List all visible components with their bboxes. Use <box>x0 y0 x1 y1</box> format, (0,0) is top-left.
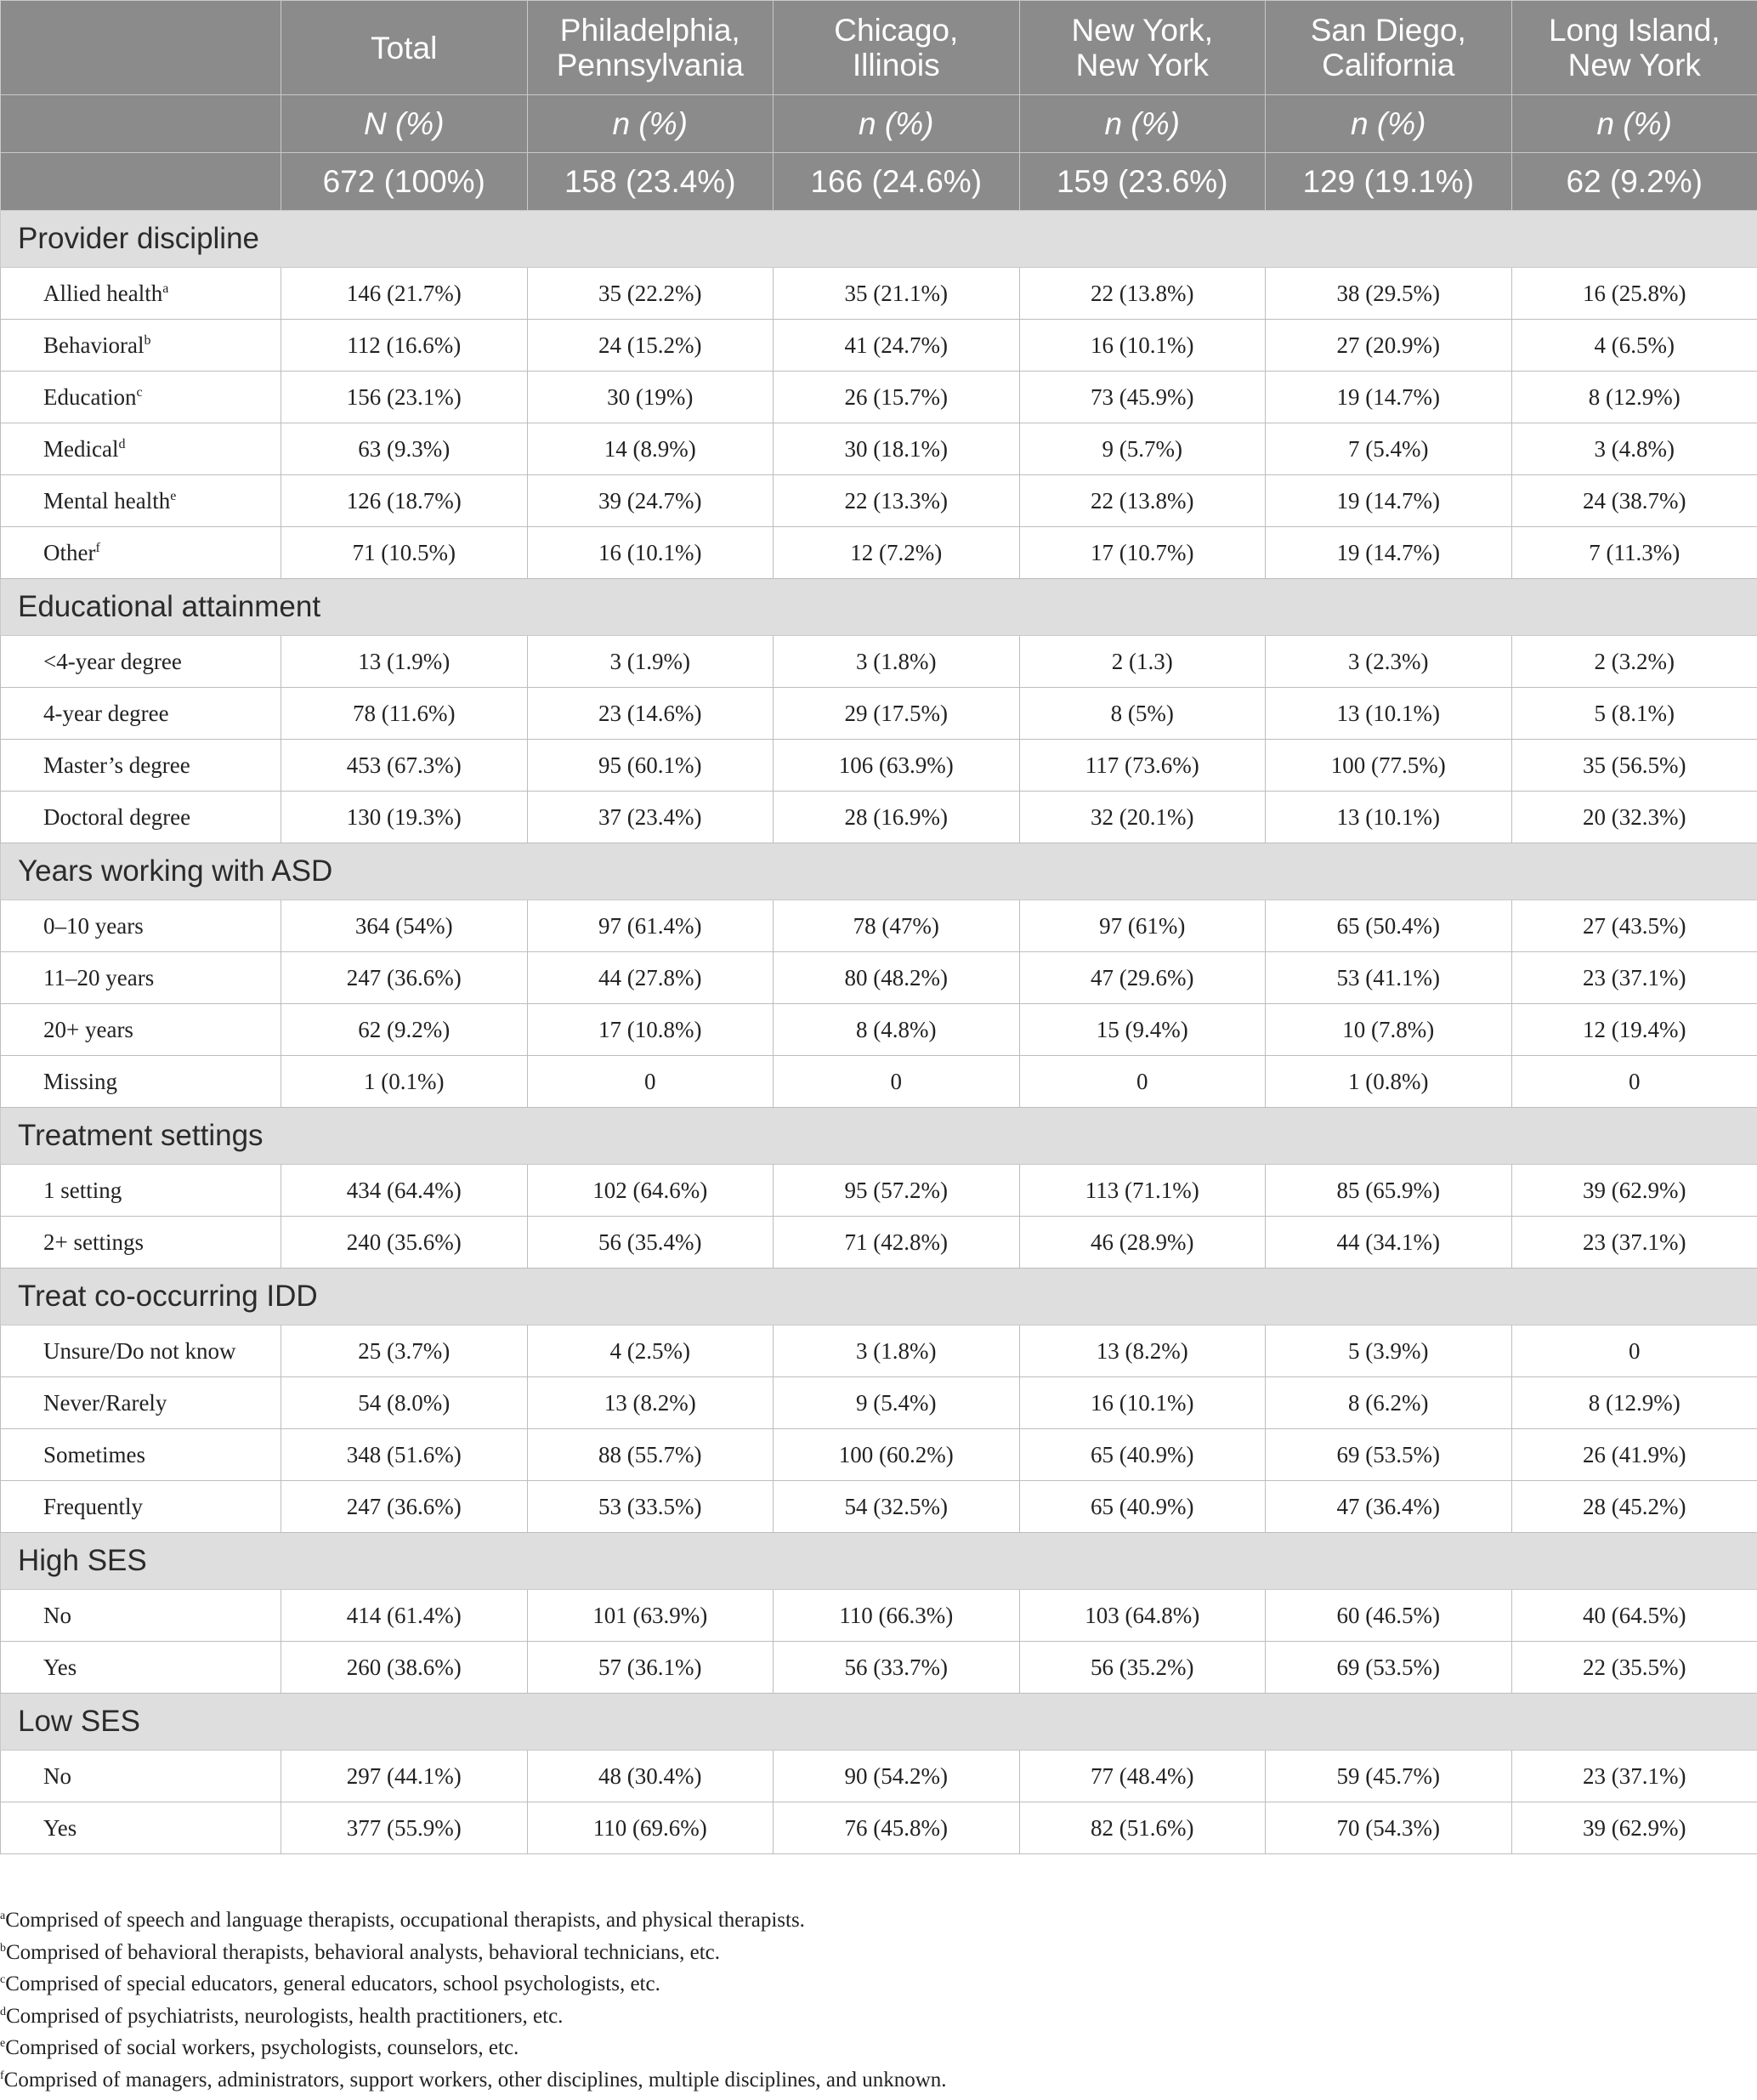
value-cell: 434 (64.4%) <box>281 1165 528 1217</box>
value-cell: 4 (2.5%) <box>527 1325 774 1377</box>
value-cell: 29 (17.5%) <box>774 688 1020 740</box>
value-cell: 44 (34.1%) <box>1266 1217 1512 1269</box>
header-cell: n (%) <box>527 95 774 153</box>
value-cell: 24 (15.2%) <box>527 320 774 372</box>
value-cell: 56 (35.2%) <box>1019 1642 1266 1694</box>
value-cell: 146 (21.7%) <box>281 268 528 320</box>
table-row <box>1 1590 1757 1642</box>
value-cell: 76 (45.8%) <box>774 1802 1020 1854</box>
section-title: Treatment settings <box>1 1108 1757 1165</box>
value-cell: 54 (8.0%) <box>281 1377 528 1429</box>
table-row <box>1 688 1757 740</box>
value-cell: 38 (29.5%) <box>1266 268 1512 320</box>
value-cell: 12 (7.2%) <box>774 527 1020 579</box>
value-cell: 95 (57.2%) <box>774 1165 1020 1217</box>
value-cell: 13 (10.1%) <box>1266 688 1512 740</box>
header-row-sample-sizes <box>1 153 1757 211</box>
value-cell: 82 (51.6%) <box>1019 1802 1266 1854</box>
header-cell: Total <box>281 1 528 95</box>
row-label: Yes <box>43 1654 77 1680</box>
value-cell: 48 (30.4%) <box>527 1751 774 1802</box>
value-cell: 5 (3.9%) <box>1266 1325 1512 1377</box>
value-cell: 24 (38.7%) <box>1511 475 1757 527</box>
table-row <box>1 1751 1757 1802</box>
value-cell: 100 (77.5%) <box>1266 740 1512 792</box>
table-row <box>1 1217 1757 1269</box>
row-label-cell <box>1 636 281 688</box>
value-cell: 130 (19.3%) <box>281 792 528 843</box>
value-cell: 110 (69.6%) <box>527 1802 774 1854</box>
value-cell: 71 (10.5%) <box>281 527 528 579</box>
table-row <box>1 527 1757 579</box>
value-cell: 348 (51.6%) <box>281 1429 528 1481</box>
footnote-text: Comprised of psychiatrists, neurologists, health practitioners, etc. <box>6 2004 564 2028</box>
row-label: 0–10 years <box>43 912 144 939</box>
footnote <box>0 2032 947 2064</box>
row-label: Master’s degree <box>43 752 190 778</box>
value-cell: 377 (55.9%) <box>281 1802 528 1854</box>
footnote-marker: d <box>0 2005 6 2018</box>
row-label-cell <box>1 1751 281 1802</box>
value-cell: 3 (2.3%) <box>1266 636 1512 688</box>
value-cell: 16 (10.1%) <box>1019 1377 1266 1429</box>
table-row <box>1 475 1757 527</box>
row-label: Missing <box>43 1068 118 1094</box>
value-cell: 26 (41.9%) <box>1511 1429 1757 1481</box>
footnote-text: Comprised of speech and language therapists, occupational therapists, and physical therapists. <box>5 1909 805 1932</box>
value-cell: 414 (61.4%) <box>281 1590 528 1642</box>
row-label-cell <box>1 527 281 579</box>
value-cell: 65 (40.9%) <box>1019 1429 1266 1481</box>
value-cell: 453 (67.3%) <box>281 740 528 792</box>
value-cell: 13 (8.2%) <box>1019 1325 1266 1377</box>
footnote-text: Comprised of social workers, psychologists, counselors, etc. <box>5 2036 519 2059</box>
footnote-marker: e <box>170 488 177 503</box>
row-label-cell <box>1 1217 281 1269</box>
footnote-marker: d <box>118 436 126 451</box>
section-header-row <box>1 1108 1757 1165</box>
value-cell: 69 (53.5%) <box>1266 1429 1512 1481</box>
value-cell: 7 (5.4%) <box>1266 423 1512 475</box>
footnote-marker: a <box>162 281 169 296</box>
header-cell: Chicago, Illinois <box>774 1 1020 95</box>
footnote-text: Comprised of special educators, general educators, school psychologists, etc. <box>5 1972 660 1995</box>
value-cell: 39 (62.9%) <box>1511 1802 1757 1854</box>
table-body <box>1 211 1757 1854</box>
value-cell: 78 (11.6%) <box>281 688 528 740</box>
header-row-columns <box>1 1 1757 95</box>
value-cell: 71 (42.8%) <box>774 1217 1020 1269</box>
table-row <box>1 1642 1757 1694</box>
value-cell: 240 (35.6%) <box>281 1217 528 1269</box>
row-label: Behavioral <box>43 332 145 358</box>
value-cell: 23 (37.1%) <box>1511 1751 1757 1802</box>
table-row <box>1 1377 1757 1429</box>
section-header-row <box>1 1269 1757 1325</box>
value-cell: 2 (3.2%) <box>1511 636 1757 688</box>
footnote <box>0 2001 947 2033</box>
row-label: 2+ settings <box>43 1229 144 1255</box>
value-cell: 3 (4.8%) <box>1511 423 1757 475</box>
value-cell: 3 (1.9%) <box>527 636 774 688</box>
row-label: Never/Rarely <box>43 1389 167 1416</box>
header-cell: 672 (100%) <box>281 153 528 211</box>
footnote-text: Comprised of behavioral therapists, behavioral analysts, behavioral technicians, etc. <box>6 1940 721 1964</box>
footnote-marker: e <box>0 2037 6 2050</box>
row-label: No <box>43 1602 71 1628</box>
value-cell: 19 (14.7%) <box>1266 372 1512 423</box>
header-cell: n (%) <box>1019 95 1266 153</box>
row-label: Doctoral degree <box>43 803 191 830</box>
value-cell: 97 (61.4%) <box>527 900 774 952</box>
table-header <box>1 1 1757 211</box>
row-label: 4-year degree <box>43 700 169 726</box>
value-cell: 0 <box>1511 1056 1757 1108</box>
value-cell: 60 (46.5%) <box>1266 1590 1512 1642</box>
header-row-stat-labels <box>1 95 1757 153</box>
table-row <box>1 1325 1757 1377</box>
value-cell: 260 (38.6%) <box>281 1642 528 1694</box>
header-cell: N (%) <box>281 95 528 153</box>
table-row <box>1 1056 1757 1108</box>
value-cell: 16 (25.8%) <box>1511 268 1757 320</box>
header-cell: New York, New York <box>1019 1 1266 95</box>
value-cell: 2 (1.3) <box>1019 636 1266 688</box>
value-cell: 41 (24.7%) <box>774 320 1020 372</box>
header-cell: 166 (24.6%) <box>774 153 1020 211</box>
value-cell: 62 (9.2%) <box>281 1004 528 1056</box>
value-cell: 13 (8.2%) <box>527 1377 774 1429</box>
value-cell: 23 (14.6%) <box>527 688 774 740</box>
value-cell: 37 (23.4%) <box>527 792 774 843</box>
section-title: Educational attainment <box>1 579 1757 636</box>
value-cell: 110 (66.3%) <box>774 1590 1020 1642</box>
value-cell: 247 (36.6%) <box>281 1481 528 1533</box>
value-cell: 25 (3.7%) <box>281 1325 528 1377</box>
footnote <box>0 1937 947 1969</box>
value-cell: 39 (24.7%) <box>527 475 774 527</box>
header-cell: 129 (19.1%) <box>1266 153 1512 211</box>
row-label-cell <box>1 1165 281 1217</box>
row-label-cell <box>1 1429 281 1481</box>
value-cell: 32 (20.1%) <box>1019 792 1266 843</box>
value-cell: 65 (50.4%) <box>1266 900 1512 952</box>
value-cell: 10 (7.8%) <box>1266 1004 1512 1056</box>
row-label-cell <box>1 1377 281 1429</box>
value-cell: 8 (6.2%) <box>1266 1377 1512 1429</box>
section-title: Low SES <box>1 1694 1757 1751</box>
row-label-cell <box>1 792 281 843</box>
value-cell: 56 (35.4%) <box>527 1217 774 1269</box>
value-cell: 65 (40.9%) <box>1019 1481 1266 1533</box>
section-header-row <box>1 579 1757 636</box>
value-cell: 106 (63.9%) <box>774 740 1020 792</box>
value-cell: 3 (1.8%) <box>774 1325 1020 1377</box>
table-row <box>1 792 1757 843</box>
table-row <box>1 740 1757 792</box>
value-cell: 8 (4.8%) <box>774 1004 1020 1056</box>
table-row <box>1 636 1757 688</box>
header-cell: 159 (23.6%) <box>1019 153 1266 211</box>
footnote <box>0 2064 947 2097</box>
value-cell: 59 (45.7%) <box>1266 1751 1512 1802</box>
row-label-cell <box>1 1004 281 1056</box>
value-cell: 16 (10.1%) <box>527 527 774 579</box>
section-title: Treat co-occurring IDD <box>1 1269 1757 1325</box>
value-cell: 100 (60.2%) <box>774 1429 1020 1481</box>
value-cell: 77 (48.4%) <box>1019 1751 1266 1802</box>
value-cell: 113 (71.1%) <box>1019 1165 1266 1217</box>
value-cell: 23 (37.1%) <box>1511 1217 1757 1269</box>
value-cell: 23 (37.1%) <box>1511 952 1757 1004</box>
row-label-cell <box>1 423 281 475</box>
row-label-cell <box>1 1481 281 1533</box>
header-cell: n (%) <box>1266 95 1512 153</box>
table-row <box>1 900 1757 952</box>
value-cell: 40 (64.5%) <box>1511 1590 1757 1642</box>
value-cell: 17 (10.8%) <box>527 1004 774 1056</box>
table-row <box>1 1165 1757 1217</box>
value-cell: 44 (27.8%) <box>527 952 774 1004</box>
value-cell: 69 (53.5%) <box>1266 1642 1512 1694</box>
value-cell: 35 (21.1%) <box>774 268 1020 320</box>
header-cell: n (%) <box>774 95 1020 153</box>
row-label: No <box>43 1762 71 1789</box>
section-header-row <box>1 211 1757 268</box>
value-cell: 8 (12.9%) <box>1511 1377 1757 1429</box>
value-cell: 101 (63.9%) <box>527 1590 774 1642</box>
table-row <box>1 1802 1757 1854</box>
value-cell: 47 (29.6%) <box>1019 952 1266 1004</box>
header-cell <box>1 95 281 153</box>
value-cell: 19 (14.7%) <box>1266 475 1512 527</box>
header-cell: n (%) <box>1511 95 1757 153</box>
row-label: 11–20 years <box>43 964 155 990</box>
value-cell: 112 (16.6%) <box>281 320 528 372</box>
value-cell: 13 (10.1%) <box>1266 792 1512 843</box>
header-cell: 62 (9.2%) <box>1511 153 1757 211</box>
value-cell: 27 (43.5%) <box>1511 900 1757 952</box>
section-title: High SES <box>1 1533 1757 1590</box>
footnote-marker: c <box>0 1973 6 1986</box>
footnote-marker: b <box>144 332 151 348</box>
value-cell: 247 (36.6%) <box>281 952 528 1004</box>
value-cell: 117 (73.6%) <box>1019 740 1266 792</box>
value-cell: 19 (14.7%) <box>1266 527 1512 579</box>
header-cell: Long Island, New York <box>1511 1 1757 95</box>
value-cell: 0 <box>1511 1325 1757 1377</box>
footnote-marker: f <box>95 540 100 555</box>
row-label-cell <box>1 740 281 792</box>
value-cell: 27 (20.9%) <box>1266 320 1512 372</box>
value-cell: 20 (32.3%) <box>1511 792 1757 843</box>
header-cell <box>1 1 281 95</box>
row-label-cell <box>1 475 281 527</box>
section-title: Years working with ASD <box>1 843 1757 900</box>
value-cell: 3 (1.8%) <box>774 636 1020 688</box>
value-cell: 12 (19.4%) <box>1511 1004 1757 1056</box>
value-cell: 88 (55.7%) <box>527 1429 774 1481</box>
value-cell: 28 (16.9%) <box>774 792 1020 843</box>
value-cell: 364 (54%) <box>281 900 528 952</box>
value-cell: 47 (36.4%) <box>1266 1481 1512 1533</box>
value-cell: 22 (35.5%) <box>1511 1642 1757 1694</box>
row-label-cell <box>1 1802 281 1854</box>
value-cell: 70 (54.3%) <box>1266 1802 1512 1854</box>
table-row <box>1 952 1757 1004</box>
header-cell: 158 (23.4%) <box>527 153 774 211</box>
value-cell: 80 (48.2%) <box>774 952 1020 1004</box>
row-label: <4-year degree <box>43 648 182 674</box>
footnote-marker: c <box>136 384 143 400</box>
row-label: Unsure/Do not know <box>43 1337 236 1364</box>
footnotes <box>0 1904 947 2096</box>
value-cell: 35 (22.2%) <box>527 268 774 320</box>
row-label: Yes <box>43 1814 77 1841</box>
row-label: Other <box>43 539 96 565</box>
row-label: Mental health <box>43 487 171 514</box>
value-cell: 57 (36.1%) <box>527 1642 774 1694</box>
row-label-cell <box>1 1590 281 1642</box>
value-cell: 9 (5.4%) <box>774 1377 1020 1429</box>
footnote-marker: b <box>0 1941 6 1955</box>
header-cell <box>1 153 281 211</box>
value-cell: 26 (15.7%) <box>774 372 1020 423</box>
row-label: Education <box>43 383 137 410</box>
section-header-row <box>1 1694 1757 1751</box>
value-cell: 102 (64.6%) <box>527 1165 774 1217</box>
value-cell: 54 (32.5%) <box>774 1481 1020 1533</box>
row-label-cell <box>1 320 281 372</box>
footnote-marker: f <box>0 2069 4 2082</box>
value-cell: 1 (0.8%) <box>1266 1056 1512 1108</box>
table-row <box>1 320 1757 372</box>
row-label: Sometimes <box>43 1441 145 1467</box>
value-cell: 126 (18.7%) <box>281 475 528 527</box>
row-label-cell <box>1 1642 281 1694</box>
value-cell: 14 (8.9%) <box>527 423 774 475</box>
value-cell: 30 (19%) <box>527 372 774 423</box>
section-header-row <box>1 1533 1757 1590</box>
value-cell: 1 (0.1%) <box>281 1056 528 1108</box>
table-row <box>1 268 1757 320</box>
row-label-cell <box>1 1325 281 1377</box>
value-cell: 90 (54.2%) <box>774 1751 1020 1802</box>
row-label-cell <box>1 688 281 740</box>
footnote <box>0 1968 947 2001</box>
footnote-text: Comprised of managers, administrators, support workers, other disciplines, multiple disciplines, and unknown. <box>3 2068 947 2091</box>
value-cell: 4 (6.5%) <box>1511 320 1757 372</box>
value-cell: 0 <box>527 1056 774 1108</box>
value-cell: 63 (9.3%) <box>281 423 528 475</box>
value-cell: 15 (9.4%) <box>1019 1004 1266 1056</box>
value-cell: 78 (47%) <box>774 900 1020 952</box>
header-cell: San Diego, California <box>1266 1 1512 95</box>
table-row <box>1 372 1757 423</box>
value-cell: 53 (33.5%) <box>527 1481 774 1533</box>
value-cell: 46 (28.9%) <box>1019 1217 1266 1269</box>
value-cell: 53 (41.1%) <box>1266 952 1512 1004</box>
value-cell: 297 (44.1%) <box>281 1751 528 1802</box>
value-cell: 16 (10.1%) <box>1019 320 1266 372</box>
footnote <box>0 1904 947 1937</box>
value-cell: 22 (13.3%) <box>774 475 1020 527</box>
value-cell: 95 (60.1%) <box>527 740 774 792</box>
table-row <box>1 1004 1757 1056</box>
value-cell: 35 (56.5%) <box>1511 740 1757 792</box>
row-label: Medical <box>43 435 119 462</box>
row-label: 1 setting <box>43 1177 122 1203</box>
value-cell: 0 <box>1019 1056 1266 1108</box>
section-title: Provider discipline <box>1 211 1757 268</box>
value-cell: 13 (1.9%) <box>281 636 528 688</box>
value-cell: 156 (23.1%) <box>281 372 528 423</box>
value-cell: 39 (62.9%) <box>1511 1165 1757 1217</box>
value-cell: 73 (45.9%) <box>1019 372 1266 423</box>
row-label: 20+ years <box>43 1016 133 1042</box>
table-row <box>1 423 1757 475</box>
row-label: Allied health <box>43 280 163 306</box>
value-cell: 17 (10.7%) <box>1019 527 1266 579</box>
value-cell: 30 (18.1%) <box>774 423 1020 475</box>
value-cell: 7 (11.3%) <box>1511 527 1757 579</box>
footnote-marker: a <box>0 1910 6 1922</box>
value-cell: 85 (65.9%) <box>1266 1165 1512 1217</box>
header-cell: Philadelphia, Pennsylvania <box>527 1 774 95</box>
value-cell: 5 (8.1%) <box>1511 688 1757 740</box>
value-cell: 9 (5.7%) <box>1019 423 1266 475</box>
value-cell: 28 (45.2%) <box>1511 1481 1757 1533</box>
row-label: Frequently <box>43 1493 143 1519</box>
value-cell: 97 (61%) <box>1019 900 1266 952</box>
value-cell: 8 (5%) <box>1019 688 1266 740</box>
row-label-cell <box>1 372 281 423</box>
table-row <box>1 1481 1757 1533</box>
value-cell: 22 (13.8%) <box>1019 475 1266 527</box>
value-cell: 22 (13.8%) <box>1019 268 1266 320</box>
row-label-cell <box>1 1056 281 1108</box>
section-header-row <box>1 843 1757 900</box>
row-label-cell <box>1 900 281 952</box>
value-cell: 56 (33.7%) <box>774 1642 1020 1694</box>
value-cell: 103 (64.8%) <box>1019 1590 1266 1642</box>
row-label-cell <box>1 952 281 1004</box>
value-cell: 8 (12.9%) <box>1511 372 1757 423</box>
value-cell: 0 <box>774 1056 1020 1108</box>
table-row <box>1 1429 1757 1481</box>
row-label-cell <box>1 268 281 320</box>
